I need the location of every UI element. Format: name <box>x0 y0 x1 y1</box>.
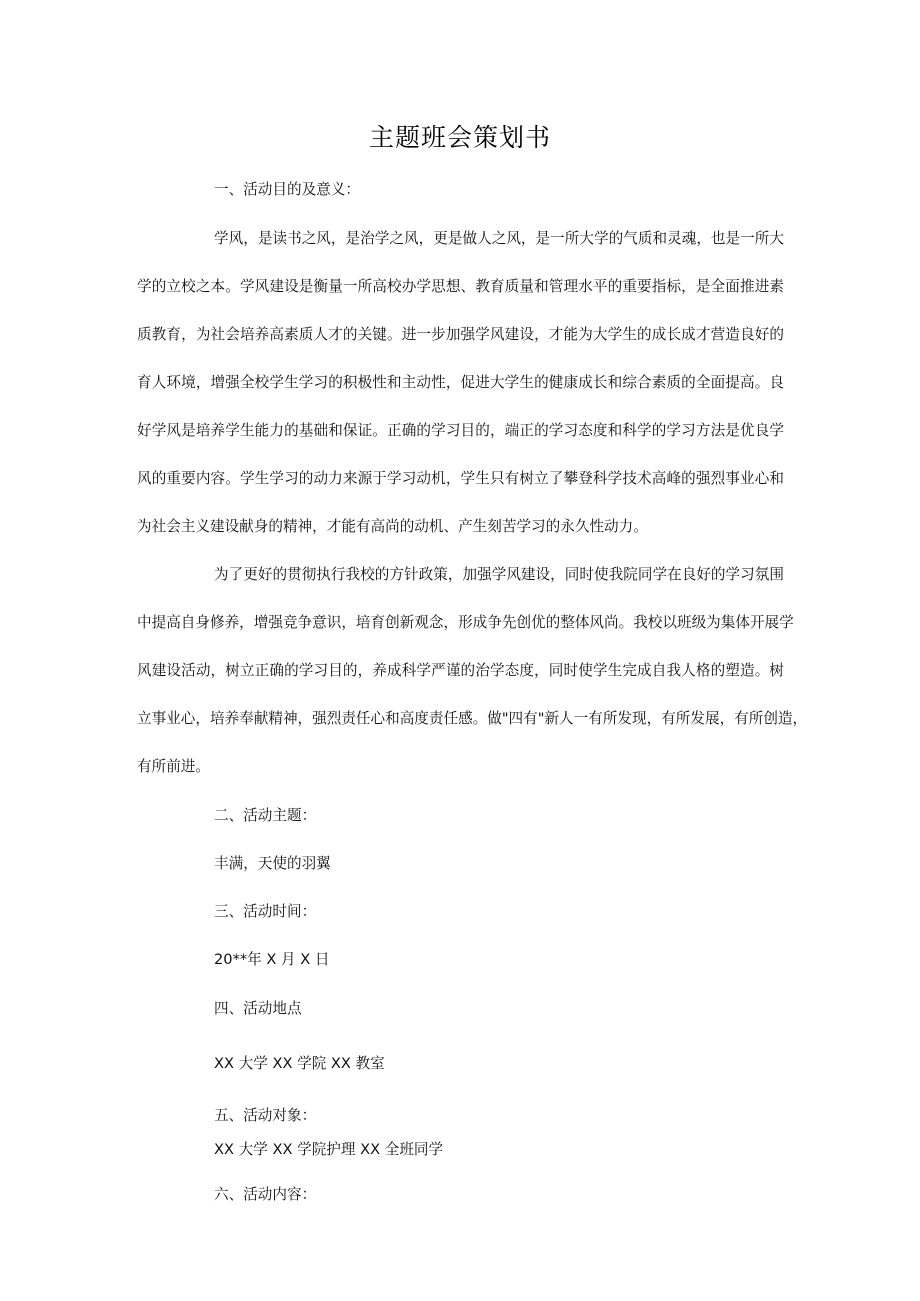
document-title: 主题班会策划书 <box>368 123 551 152</box>
paragraph-line: 育人环境，增强全校学生学习的积极性和主动性，促进大学生的健康成长和综合素质的全面提高。良 <box>137 374 784 391</box>
paragraph-line: 为社会主义建设献身的精神，才能有高尚的动机、产生刻苦学习的永久性动力。 <box>137 518 648 535</box>
paragraph-line: 风建设活动，树立正确的学习目的，养成科学严谨的治学态度，同时使学生完成自我人格的塑造。树 <box>137 662 784 679</box>
section-content-theme: 丰满，天使的羽翼 <box>214 855 331 872</box>
section-heading-theme: 二、活动主题： <box>214 807 317 824</box>
paragraph-line: 立事业心，培养奉献精神，强烈责任心和高度责任感。做"四有"新人一有所发现，有所发展，有所创造， <box>137 710 808 727</box>
section-heading-target: 五、活动对象： <box>214 1107 317 1124</box>
section-heading-content: 六、活动内容： <box>214 1186 317 1203</box>
section-heading-time: 三、活动时间： <box>214 903 317 920</box>
section-heading-purpose: 一、活动目的及意义： <box>214 181 360 198</box>
section-content-place: XX 大学 XX 学院 XX 教室 <box>214 1055 385 1072</box>
paragraph-line: 风的重要内容。学生学习的动力来源于学习动机，学生只有树立了攀登科学技术高峰的强烈事业心和 <box>137 470 784 487</box>
paragraph-line: 好学风是培养学生能力的基础和保证。正确的学习目的，端正的学习态度和科学的学习方法是优良学 <box>137 422 784 439</box>
paragraph-line: 有所前进。 <box>137 758 210 775</box>
paragraph-line: 中提高自身修养，增强竞争意识，培育创新观念，形成争先创优的整体风尚。我校以班级为集体开展学 <box>137 614 794 631</box>
paragraph-line: 为了更好的贯彻执行我校的方针政策，加强学风建设，同时使我院同学在良好的学习氛围 <box>214 566 784 583</box>
section-heading-place: 四、活动地点 <box>214 1000 302 1017</box>
paragraph-line: 学风，是读书之风，是治学之风，更是做人之风，是一所大学的气质和灵魂，也是一所大 <box>214 230 784 247</box>
paragraph-line: 学的立校之本。学风建设是衡量一所高校办学思想、教育质量和管理水平的重要指标，是全面推进素 <box>137 278 784 295</box>
section-content-time: 20**年 X 月 X 日 <box>214 951 330 968</box>
paragraph-line: 质教育，为社会培养高素质人才的关键。进一步加强学风建设，才能为大学生的成长成才营造良好的 <box>137 326 784 343</box>
section-content-target: XX 大学 XX 学院护理 XX 全班同学 <box>214 1141 444 1158</box>
